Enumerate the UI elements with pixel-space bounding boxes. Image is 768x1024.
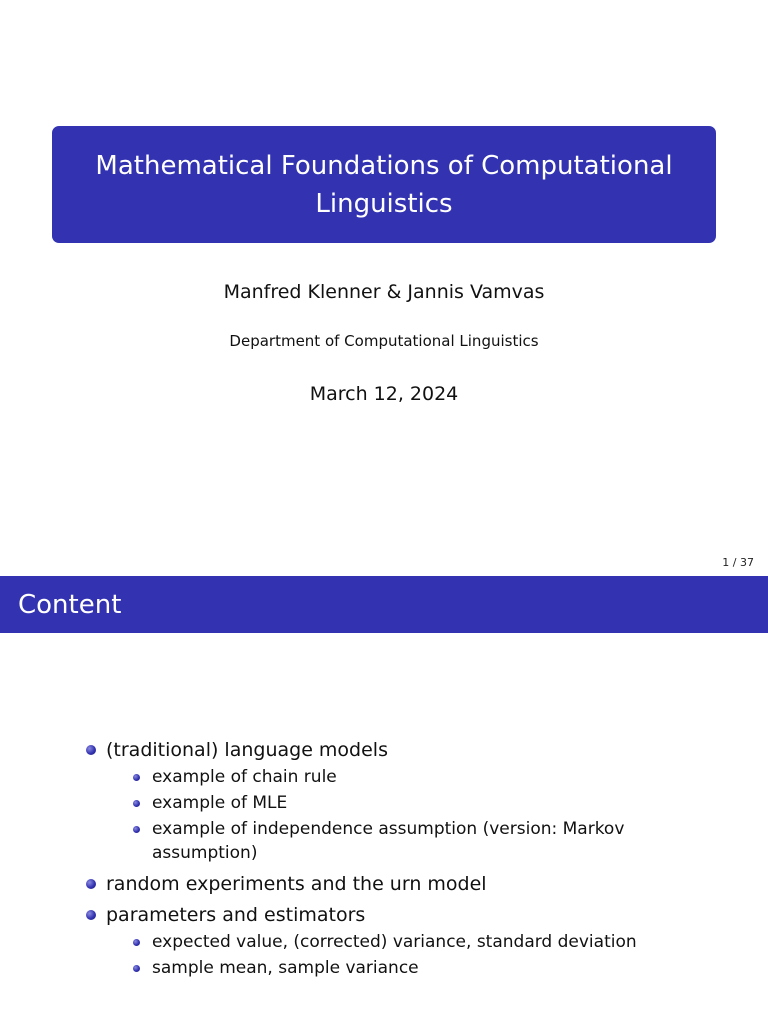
sub-list-item <box>130 791 724 815</box>
list-item-text: parameters and estimators <box>106 904 366 926</box>
bullet-icon <box>86 879 96 889</box>
sub-list-item-text: sample mean, sample variance <box>152 958 419 978</box>
sub-list-item-text: example of MLE <box>152 793 288 813</box>
institute: Department of Computational Linguistics <box>229 332 539 350</box>
presentation-date: March 12, 2024 <box>309 383 459 405</box>
content-list <box>84 738 724 987</box>
bullet-icon <box>86 745 96 755</box>
bullet-icon <box>133 965 140 972</box>
sub-list-item <box>130 956 724 980</box>
frame-title-bar <box>0 576 768 633</box>
author-names: Manfred Klenner & Jannis Vamvas <box>223 281 545 303</box>
list-item <box>84 738 724 865</box>
frame-title: Content <box>18 589 122 620</box>
sub-list-item-text: expected value, (corrected) variance, standard deviation <box>152 932 637 952</box>
sub-list-item <box>130 765 724 789</box>
bullet-icon <box>133 800 140 807</box>
bullet-icon <box>133 826 140 833</box>
content-slide <box>0 576 768 1024</box>
sub-list-item-text: example of chain rule <box>152 767 337 787</box>
sub-list-item-text: example of independence assumption (version: Markov assumption) <box>152 819 625 863</box>
bullet-icon <box>133 774 140 781</box>
presentation-title: Mathematical Foundations of Computational Linguistics <box>95 150 673 219</box>
list-item <box>84 872 724 896</box>
bullet-icon <box>86 910 96 920</box>
bullet-icon <box>133 939 140 946</box>
sub-list-item <box>130 930 724 954</box>
sub-list-item <box>130 817 724 865</box>
title-box <box>52 126 716 243</box>
list-item-text: (traditional) language models <box>106 739 388 761</box>
page-number: 1 / 37 <box>722 556 754 569</box>
list-item <box>84 903 724 980</box>
list-item-text: random experiments and the urn model <box>106 873 487 895</box>
